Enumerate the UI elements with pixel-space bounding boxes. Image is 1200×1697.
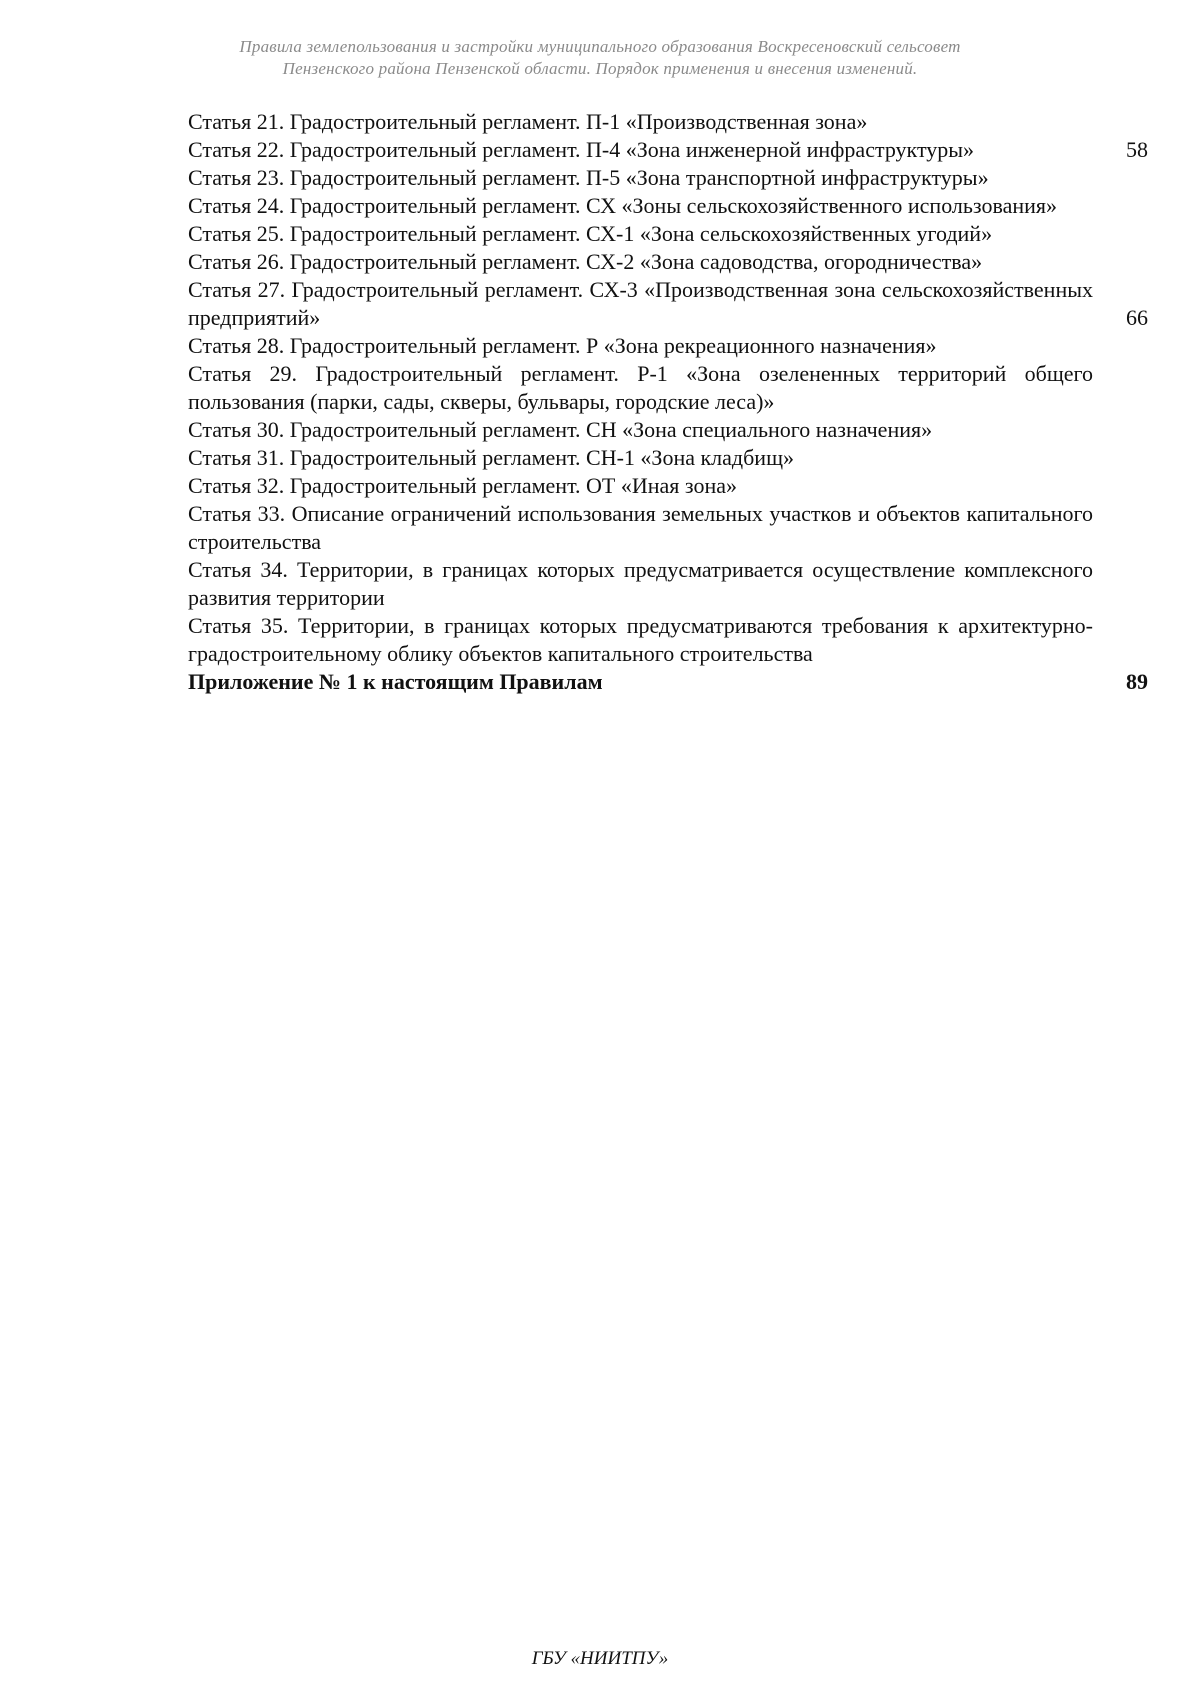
running-header	[150, 36, 1050, 80]
toc-entry-article-23[interactable]	[188, 164, 1148, 192]
toc-entry-article-35[interactable]	[188, 612, 1148, 668]
toc-entry-page: 58	[1126, 137, 1148, 162]
toc-entry-article-32[interactable]	[188, 472, 1148, 500]
toc-entry-article-31[interactable]	[188, 444, 1148, 472]
toc-entry-title: Статья 32. Градостроительный регламент. ОТ «Иная зона»	[188, 473, 738, 498]
toc-entry-title: Статья 26. Градостроительный регламент. СХ-2 «Зона садоводства, огородничества»	[188, 249, 983, 274]
toc-entry-title: Статья 22. Градостроительный регламент. П-4 «Зона инженерной инфраструктуры»	[188, 137, 975, 162]
toc-entry-title: Статья 35. Территории, в границах которых предусматриваются требования к архитектурно-градостроительному облику объектов капитального строительства	[188, 613, 1093, 666]
toc-entry-article-29[interactable]	[188, 360, 1148, 416]
toc-entry-article-25[interactable]	[188, 220, 1148, 248]
toc-entry-page: 89	[1126, 669, 1148, 694]
toc-entry-title: Приложение № 1 к настоящим Правилам	[188, 669, 603, 694]
table-of-contents	[188, 108, 1148, 696]
toc-entry-title: Статья 29. Градостроительный регламент. Р-1 «Зона озелененных территорий общего пользования (парки, сады, скверы, бульвары, городские леса)»	[188, 361, 1093, 414]
toc-entry-title: Статья 21. Градостроительный регламент. П-1 «Производственная зона»	[188, 109, 868, 134]
toc-entry-title: Статья 33. Описание ограничений использования земельных участков и объектов капитального строительства	[188, 501, 1093, 554]
running-footer: ГБУ «НИИТПУ»	[531, 1648, 669, 1669]
toc-entry-article-24[interactable]	[188, 192, 1148, 220]
toc-entry-title: Статья 25. Градостроительный регламент. СХ-1 «Зона сельскохозяйственных угодий»	[188, 221, 993, 246]
toc-entry-title: Статья 23. Градостроительный регламент. П-5 «Зона транспортной инфраструктуры»	[188, 165, 989, 190]
toc-entry-appendix-1[interactable]	[188, 668, 1148, 696]
toc-entry-title: Статья 28. Градостроительный регламент. Р «Зона рекреационного назначения»	[188, 333, 937, 358]
toc-entry-article-27[interactable]	[188, 276, 1148, 332]
toc-entry-article-22[interactable]	[188, 136, 1148, 164]
toc-entry-title: Статья 27. Градостроительный регламент. СХ-3 «Производственная зона сельскохозяйственных предприятий»	[188, 277, 1093, 330]
toc-entry-title: Статья 30. Градостроительный регламент. СН «Зона специального назначения»	[188, 417, 933, 442]
toc-entry-page: 66	[1126, 305, 1148, 330]
toc-entry-article-21[interactable]	[188, 108, 1148, 136]
running-header-line-1: Правила землепользования и застройки муниципального образования Воскресеновский сельсовет	[239, 37, 961, 56]
toc-entry-title: Статья 24. Градостроительный регламент. СХ «Зоны сельскохозяйственного использования»	[188, 193, 1057, 218]
toc-entry-article-28[interactable]	[188, 332, 1148, 360]
toc-entry-title: Статья 34. Территории, в границах которых предусматривается осуществление комплексного развития территории	[188, 557, 1093, 610]
toc-entry-article-33[interactable]	[188, 500, 1148, 556]
toc-entry-title: Статья 31. Градостроительный регламент. СН-1 «Зона кладбищ»	[188, 445, 795, 470]
toc-entry-article-34[interactable]	[188, 556, 1148, 612]
toc-entry-article-26[interactable]	[188, 248, 1148, 276]
running-header-line-2: Пензенского района Пензенской области. Порядок применения и внесения изменений.	[282, 59, 918, 78]
toc-entry-article-30[interactable]	[188, 416, 1148, 444]
